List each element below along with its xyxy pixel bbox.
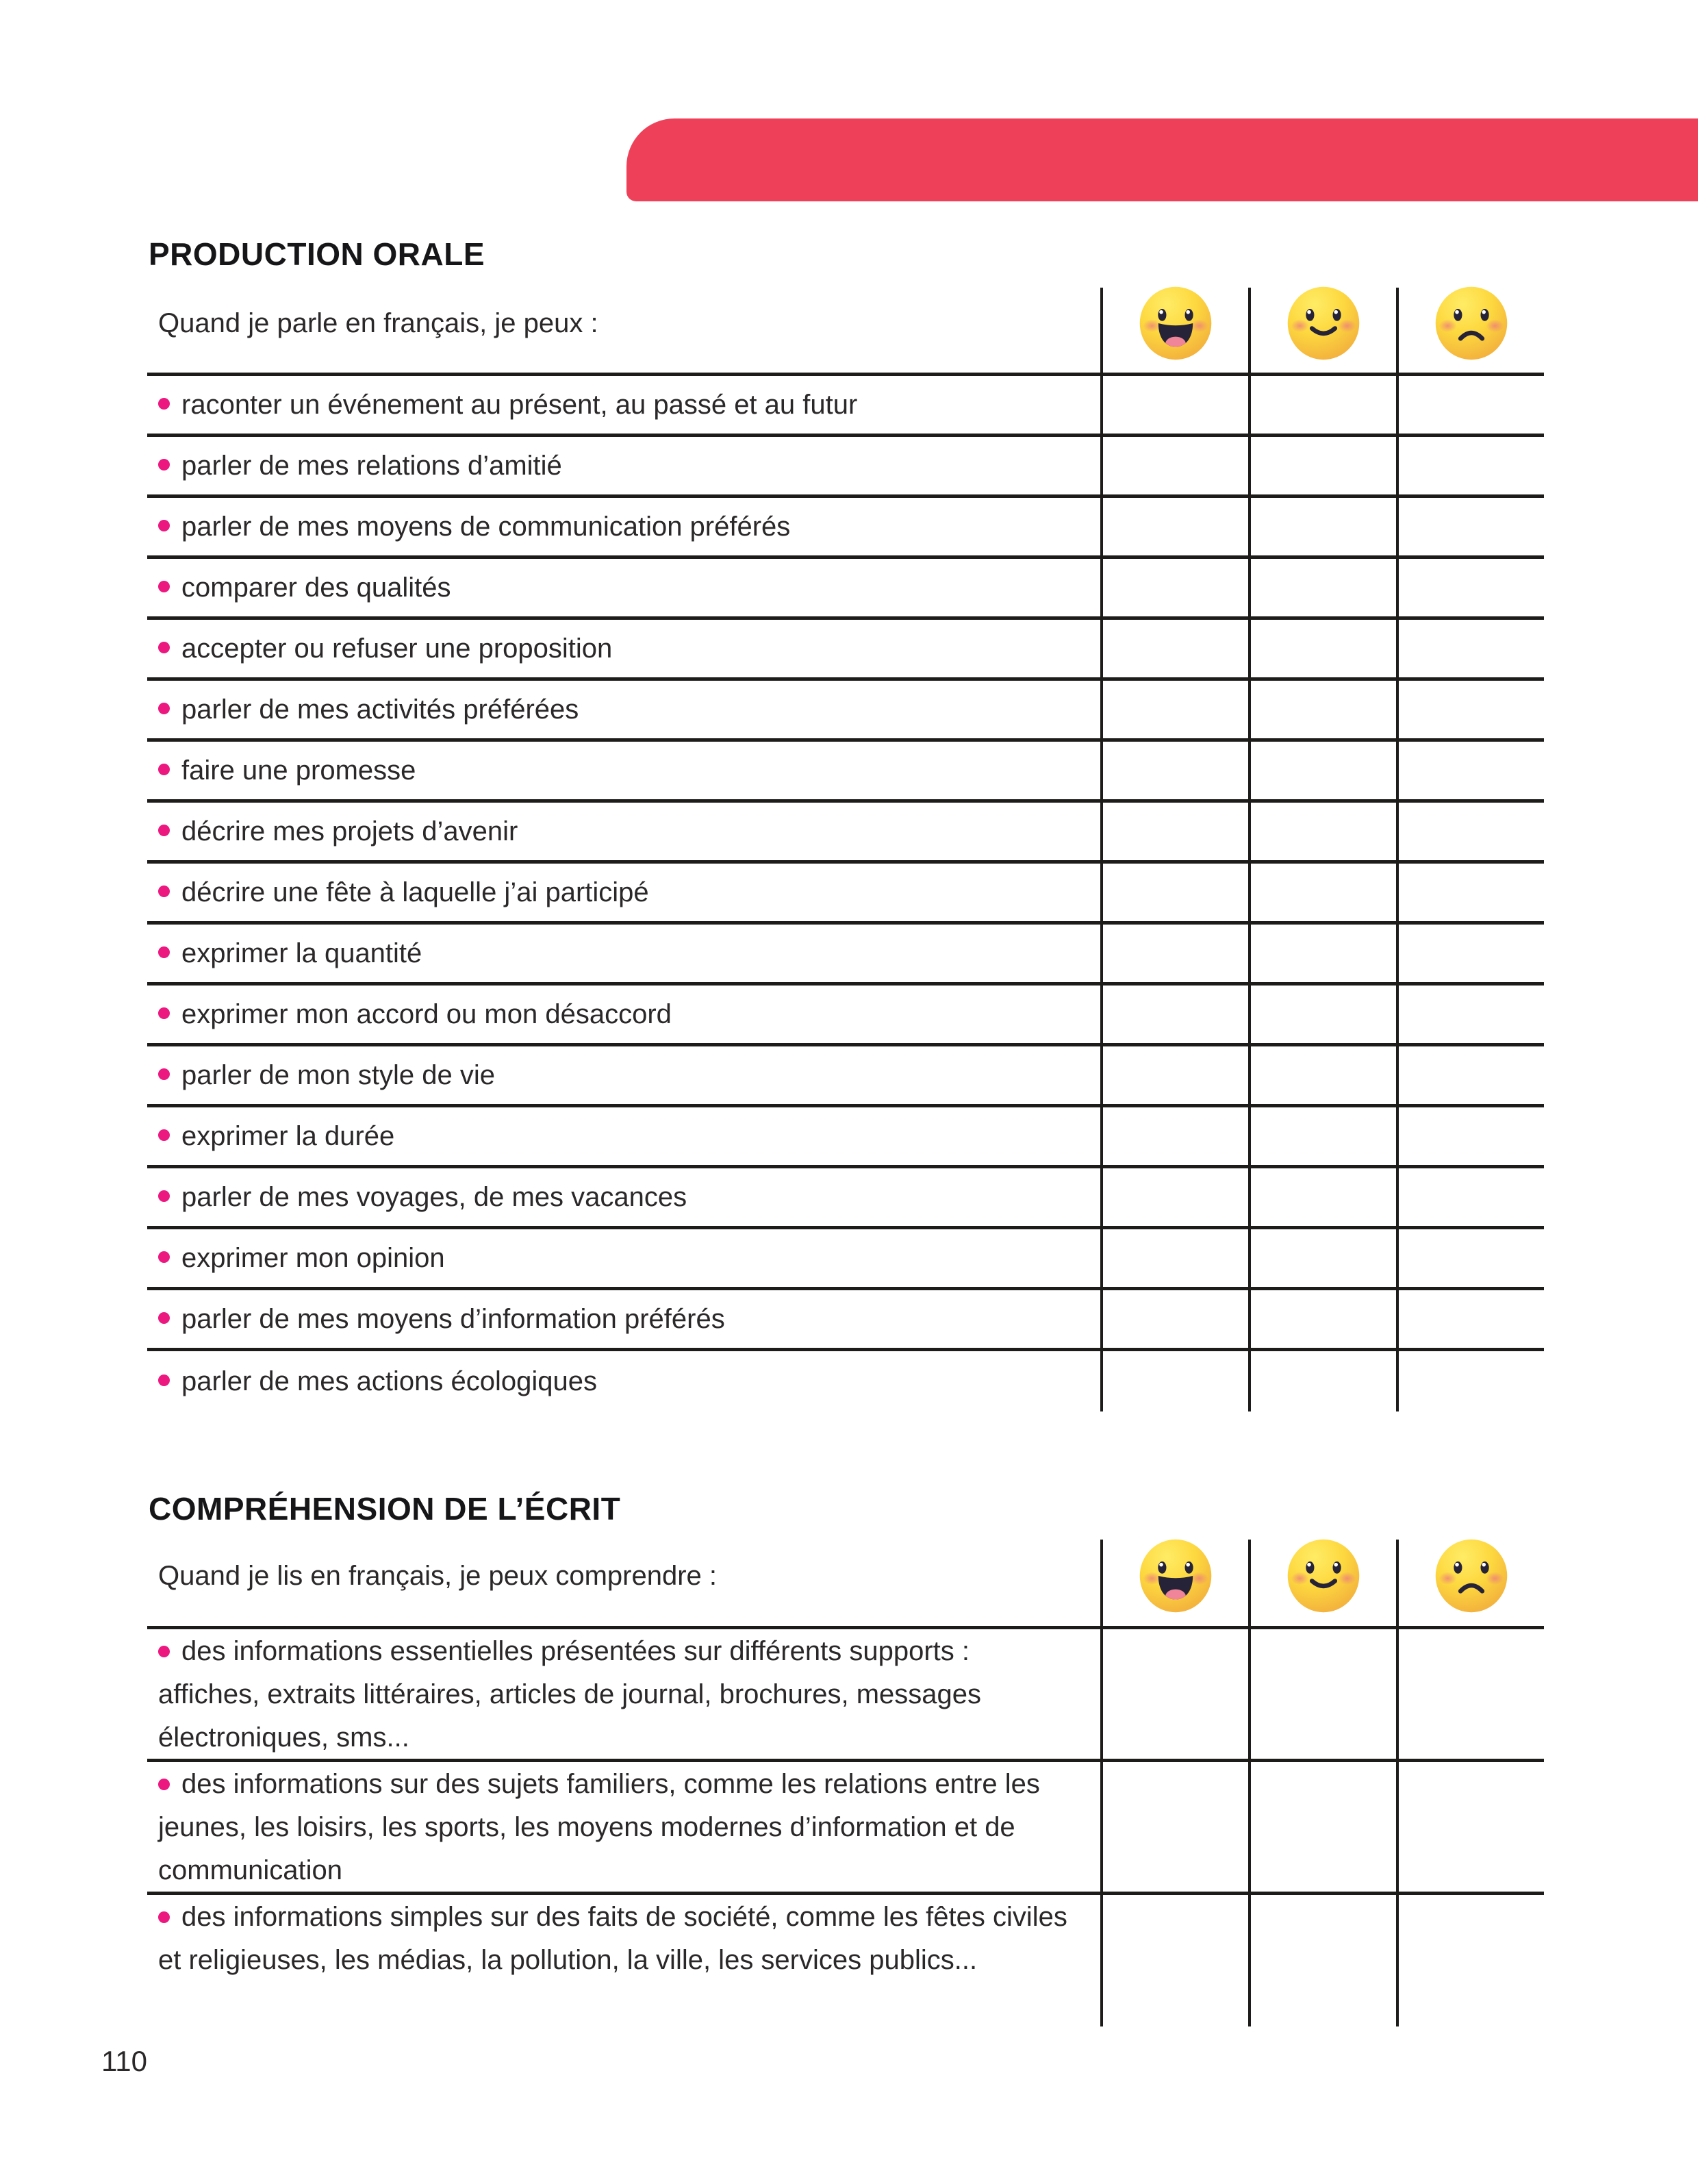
skill-text: parler de mes moyens d’information préférés [181, 1303, 725, 1334]
rating-cell-sad[interactable] [1396, 742, 1544, 799]
rating-cell-happy[interactable] [1100, 376, 1248, 434]
skill-row [147, 437, 1544, 498]
happy-face-icon [1137, 1537, 1214, 1615]
rating-cell-neutral[interactable] [1248, 620, 1396, 677]
skill-text: des informations essentielles présentées sur différents supports : affiches, extraits littéraires, articles de journal, brochures, messages électroniques, sms... [158, 1636, 982, 1753]
skill-label-cell [147, 559, 1100, 616]
bullet-icon [158, 1779, 170, 1790]
rating-cell-happy[interactable] [1100, 1762, 1248, 1892]
skill-text: décrire une fête à laquelle j’ai participé [181, 877, 649, 907]
rating-cell-sad[interactable] [1396, 1168, 1544, 1226]
skill-text: parler de mon style de vie [181, 1059, 496, 1090]
rating-cell-happy[interactable] [1100, 498, 1248, 555]
skill-row [147, 864, 1544, 925]
rating-cell-happy[interactable] [1100, 803, 1248, 860]
skill-label-cell [147, 1762, 1100, 1892]
rating-cell-happy[interactable] [1100, 1107, 1248, 1165]
rating-cell-neutral[interactable] [1248, 681, 1396, 738]
skill-row [147, 742, 1544, 803]
sad-face-icon [1433, 1537, 1510, 1615]
rating-cell-sad[interactable] [1396, 681, 1544, 738]
skill-label-cell [147, 437, 1100, 494]
rating-cell-sad[interactable] [1396, 376, 1544, 434]
rating-cell-sad[interactable] [1396, 559, 1544, 616]
skill-row [147, 1351, 1544, 1411]
skill-label-cell [147, 1229, 1100, 1287]
rating-cell-sad[interactable] [1396, 437, 1544, 494]
bullet-icon [158, 459, 170, 470]
rating-cell-neutral[interactable] [1248, 1229, 1396, 1287]
rating-cell-happy[interactable] [1100, 437, 1248, 494]
rating-cell-neutral[interactable] [1248, 742, 1396, 799]
skill-row [147, 1046, 1544, 1107]
rating-cell-happy[interactable] [1100, 681, 1248, 738]
rating-cell-neutral[interactable] [1248, 1629, 1396, 1759]
comprehension-ecrit-table [147, 1526, 1544, 2026]
bullet-icon [158, 642, 170, 653]
bullet-icon [158, 703, 170, 714]
rating-column-sad [1396, 274, 1544, 373]
rating-column-happy [1100, 274, 1248, 373]
rating-cell-happy[interactable] [1100, 742, 1248, 799]
skill-row [147, 925, 1544, 986]
rating-cell-neutral[interactable] [1248, 986, 1396, 1043]
skill-row [147, 1107, 1544, 1168]
skill-row [147, 986, 1544, 1046]
rating-cell-happy[interactable] [1100, 1229, 1248, 1287]
rating-cell-sad[interactable] [1396, 1046, 1544, 1104]
rating-cell-neutral[interactable] [1248, 1046, 1396, 1104]
table-header-row [147, 274, 1544, 376]
skill-label-cell [147, 1168, 1100, 1226]
rating-cell-happy[interactable] [1100, 864, 1248, 921]
bullet-icon [158, 1646, 170, 1657]
rating-column-neutral [1248, 274, 1396, 373]
rating-cell-sad[interactable] [1396, 1629, 1544, 1759]
table-prompt [147, 1526, 1100, 1626]
rating-cell-neutral[interactable] [1248, 1762, 1396, 1892]
skill-label-cell [147, 1107, 1100, 1165]
skill-row [147, 1895, 1544, 2026]
skill-text: des informations simples sur des faits de société, comme les fêtes civiles et religieuses, les médias, la pollution, la ville, les services publics... [158, 1902, 1067, 1975]
production-orale-table [147, 274, 1544, 1411]
skill-label-cell [147, 620, 1100, 677]
bullet-icon [158, 1375, 170, 1386]
rating-cell-happy[interactable] [1100, 1351, 1248, 1411]
table-header-row [147, 1526, 1544, 1629]
rating-cell-happy[interactable] [1100, 1629, 1248, 1759]
bullet-icon [158, 946, 170, 958]
rating-cell-neutral[interactable] [1248, 803, 1396, 860]
bullet-icon [158, 1007, 170, 1019]
rating-cell-happy[interactable] [1100, 1168, 1248, 1226]
rating-column-sad [1396, 1526, 1544, 1626]
rating-cell-happy[interactable] [1100, 1046, 1248, 1104]
sad-face-icon [1433, 284, 1510, 362]
skill-label-cell [147, 742, 1100, 799]
rating-cell-neutral[interactable] [1248, 1290, 1396, 1348]
bullet-icon [158, 398, 170, 410]
skill-label-cell [147, 803, 1100, 860]
rating-cell-sad[interactable] [1396, 620, 1544, 677]
skill-text: exprimer la durée [181, 1120, 395, 1151]
rating-cell-happy[interactable] [1100, 925, 1248, 982]
skill-text: faire une promesse [181, 755, 416, 786]
skill-row [147, 1229, 1544, 1290]
rating-cell-happy[interactable] [1100, 559, 1248, 616]
top-banner [626, 118, 1698, 201]
rating-cell-sad[interactable] [1396, 1762, 1544, 1892]
skill-text: accepter ou refuser une proposition [181, 633, 613, 664]
table-prompt [147, 274, 1100, 373]
rating-cell-neutral[interactable] [1248, 437, 1396, 494]
rating-cell-sad[interactable] [1396, 1229, 1544, 1287]
skill-label-cell [147, 1290, 1100, 1348]
skill-label-cell [147, 1629, 1100, 1759]
table-prompt-text: Quand je parle en français, je peux : [158, 307, 598, 338]
skill-label-cell [147, 925, 1100, 982]
skill-text: décrire mes projets d’avenir [181, 816, 518, 846]
happy-face-icon [1137, 284, 1214, 362]
bullet-icon [158, 1312, 170, 1324]
skill-label-cell [147, 986, 1100, 1043]
skill-label-cell [147, 1895, 1100, 2026]
rating-cell-happy[interactable] [1100, 1895, 1248, 2026]
bullet-icon [158, 1190, 170, 1202]
rating-cell-sad[interactable] [1396, 1107, 1544, 1165]
bullet-icon [158, 581, 170, 592]
skill-text: des informations sur des sujets familiers, comme les relations entre les jeunes, les loisirs, les sports, les moyens modernes d’information et de communication [158, 1769, 1040, 1885]
skill-text: parler de mes moyens de communication préférés [181, 511, 791, 542]
bullet-icon [158, 1251, 170, 1263]
skill-text: comparer des qualités [181, 572, 451, 603]
rating-cell-sad[interactable] [1396, 498, 1544, 555]
slight-smile-face-icon [1285, 284, 1362, 362]
skill-row [147, 559, 1544, 620]
rating-cell-happy[interactable] [1100, 1290, 1248, 1348]
skill-row [147, 1290, 1544, 1351]
skill-text: exprimer mon opinion [181, 1242, 445, 1273]
skill-text: raconter un événement au présent, au passé et au futur [181, 389, 858, 420]
rating-cell-neutral[interactable] [1248, 498, 1396, 555]
skill-row [147, 376, 1544, 437]
skill-label-cell [147, 1046, 1100, 1104]
skill-row [147, 498, 1544, 559]
bullet-icon [158, 825, 170, 836]
rating-cell-neutral[interactable] [1248, 559, 1396, 616]
rating-cell-neutral[interactable] [1248, 1895, 1396, 2026]
section-title-comprehension-ecrit: COMPRÉHENSION DE L’ÉCRIT [149, 1491, 621, 1527]
skill-text: parler de mes voyages, de mes vacances [181, 1181, 687, 1212]
rating-cell-sad[interactable] [1396, 986, 1544, 1043]
slight-smile-face-icon [1285, 1537, 1362, 1615]
bullet-icon [158, 520, 170, 531]
rating-cell-happy[interactable] [1100, 986, 1248, 1043]
skill-row [147, 681, 1544, 742]
rating-column-happy [1100, 1526, 1248, 1626]
rating-cell-neutral[interactable] [1248, 864, 1396, 921]
skill-text: parler de mes actions écologiques [181, 1366, 598, 1396]
rating-cell-sad[interactable] [1396, 864, 1544, 921]
rating-cell-sad[interactable] [1396, 1895, 1544, 2026]
skill-text: parler de mes activités préférées [181, 694, 579, 725]
skill-label-cell [147, 864, 1100, 921]
rating-column-neutral [1248, 1526, 1396, 1626]
rating-cell-neutral[interactable] [1248, 1107, 1396, 1165]
skill-label-cell [147, 376, 1100, 434]
table-prompt-text: Quand je lis en français, je peux comprendre : [158, 1560, 717, 1591]
skill-text: exprimer mon accord ou mon désaccord [181, 999, 672, 1029]
page-number: 110 [101, 2045, 147, 2077]
rating-cell-sad[interactable] [1396, 1351, 1544, 1411]
rating-cell-neutral[interactable] [1248, 1351, 1396, 1411]
rating-cell-sad[interactable] [1396, 1290, 1544, 1348]
skill-row [147, 1629, 1544, 1762]
rating-cell-happy[interactable] [1100, 620, 1248, 677]
skill-row [147, 803, 1544, 864]
bullet-icon [158, 886, 170, 897]
rating-cell-neutral[interactable] [1248, 1168, 1396, 1226]
rating-cell-sad[interactable] [1396, 925, 1544, 982]
rating-cell-neutral[interactable] [1248, 925, 1396, 982]
bullet-icon [158, 764, 170, 775]
rating-cell-sad[interactable] [1396, 803, 1544, 860]
bullet-icon [158, 1129, 170, 1141]
bullet-icon [158, 1911, 170, 1923]
skill-label-cell [147, 1351, 1100, 1411]
bullet-icon [158, 1068, 170, 1080]
skill-text: exprimer la quantité [181, 938, 422, 968]
skill-row [147, 620, 1544, 681]
section-title-production-orale: PRODUCTION ORALE [149, 236, 485, 272]
skill-label-cell [147, 498, 1100, 555]
skill-text: parler de mes relations d’amitié [181, 450, 562, 481]
skill-row [147, 1168, 1544, 1229]
rating-cell-neutral[interactable] [1248, 376, 1396, 434]
skill-label-cell [147, 681, 1100, 738]
skill-row [147, 1762, 1544, 1895]
